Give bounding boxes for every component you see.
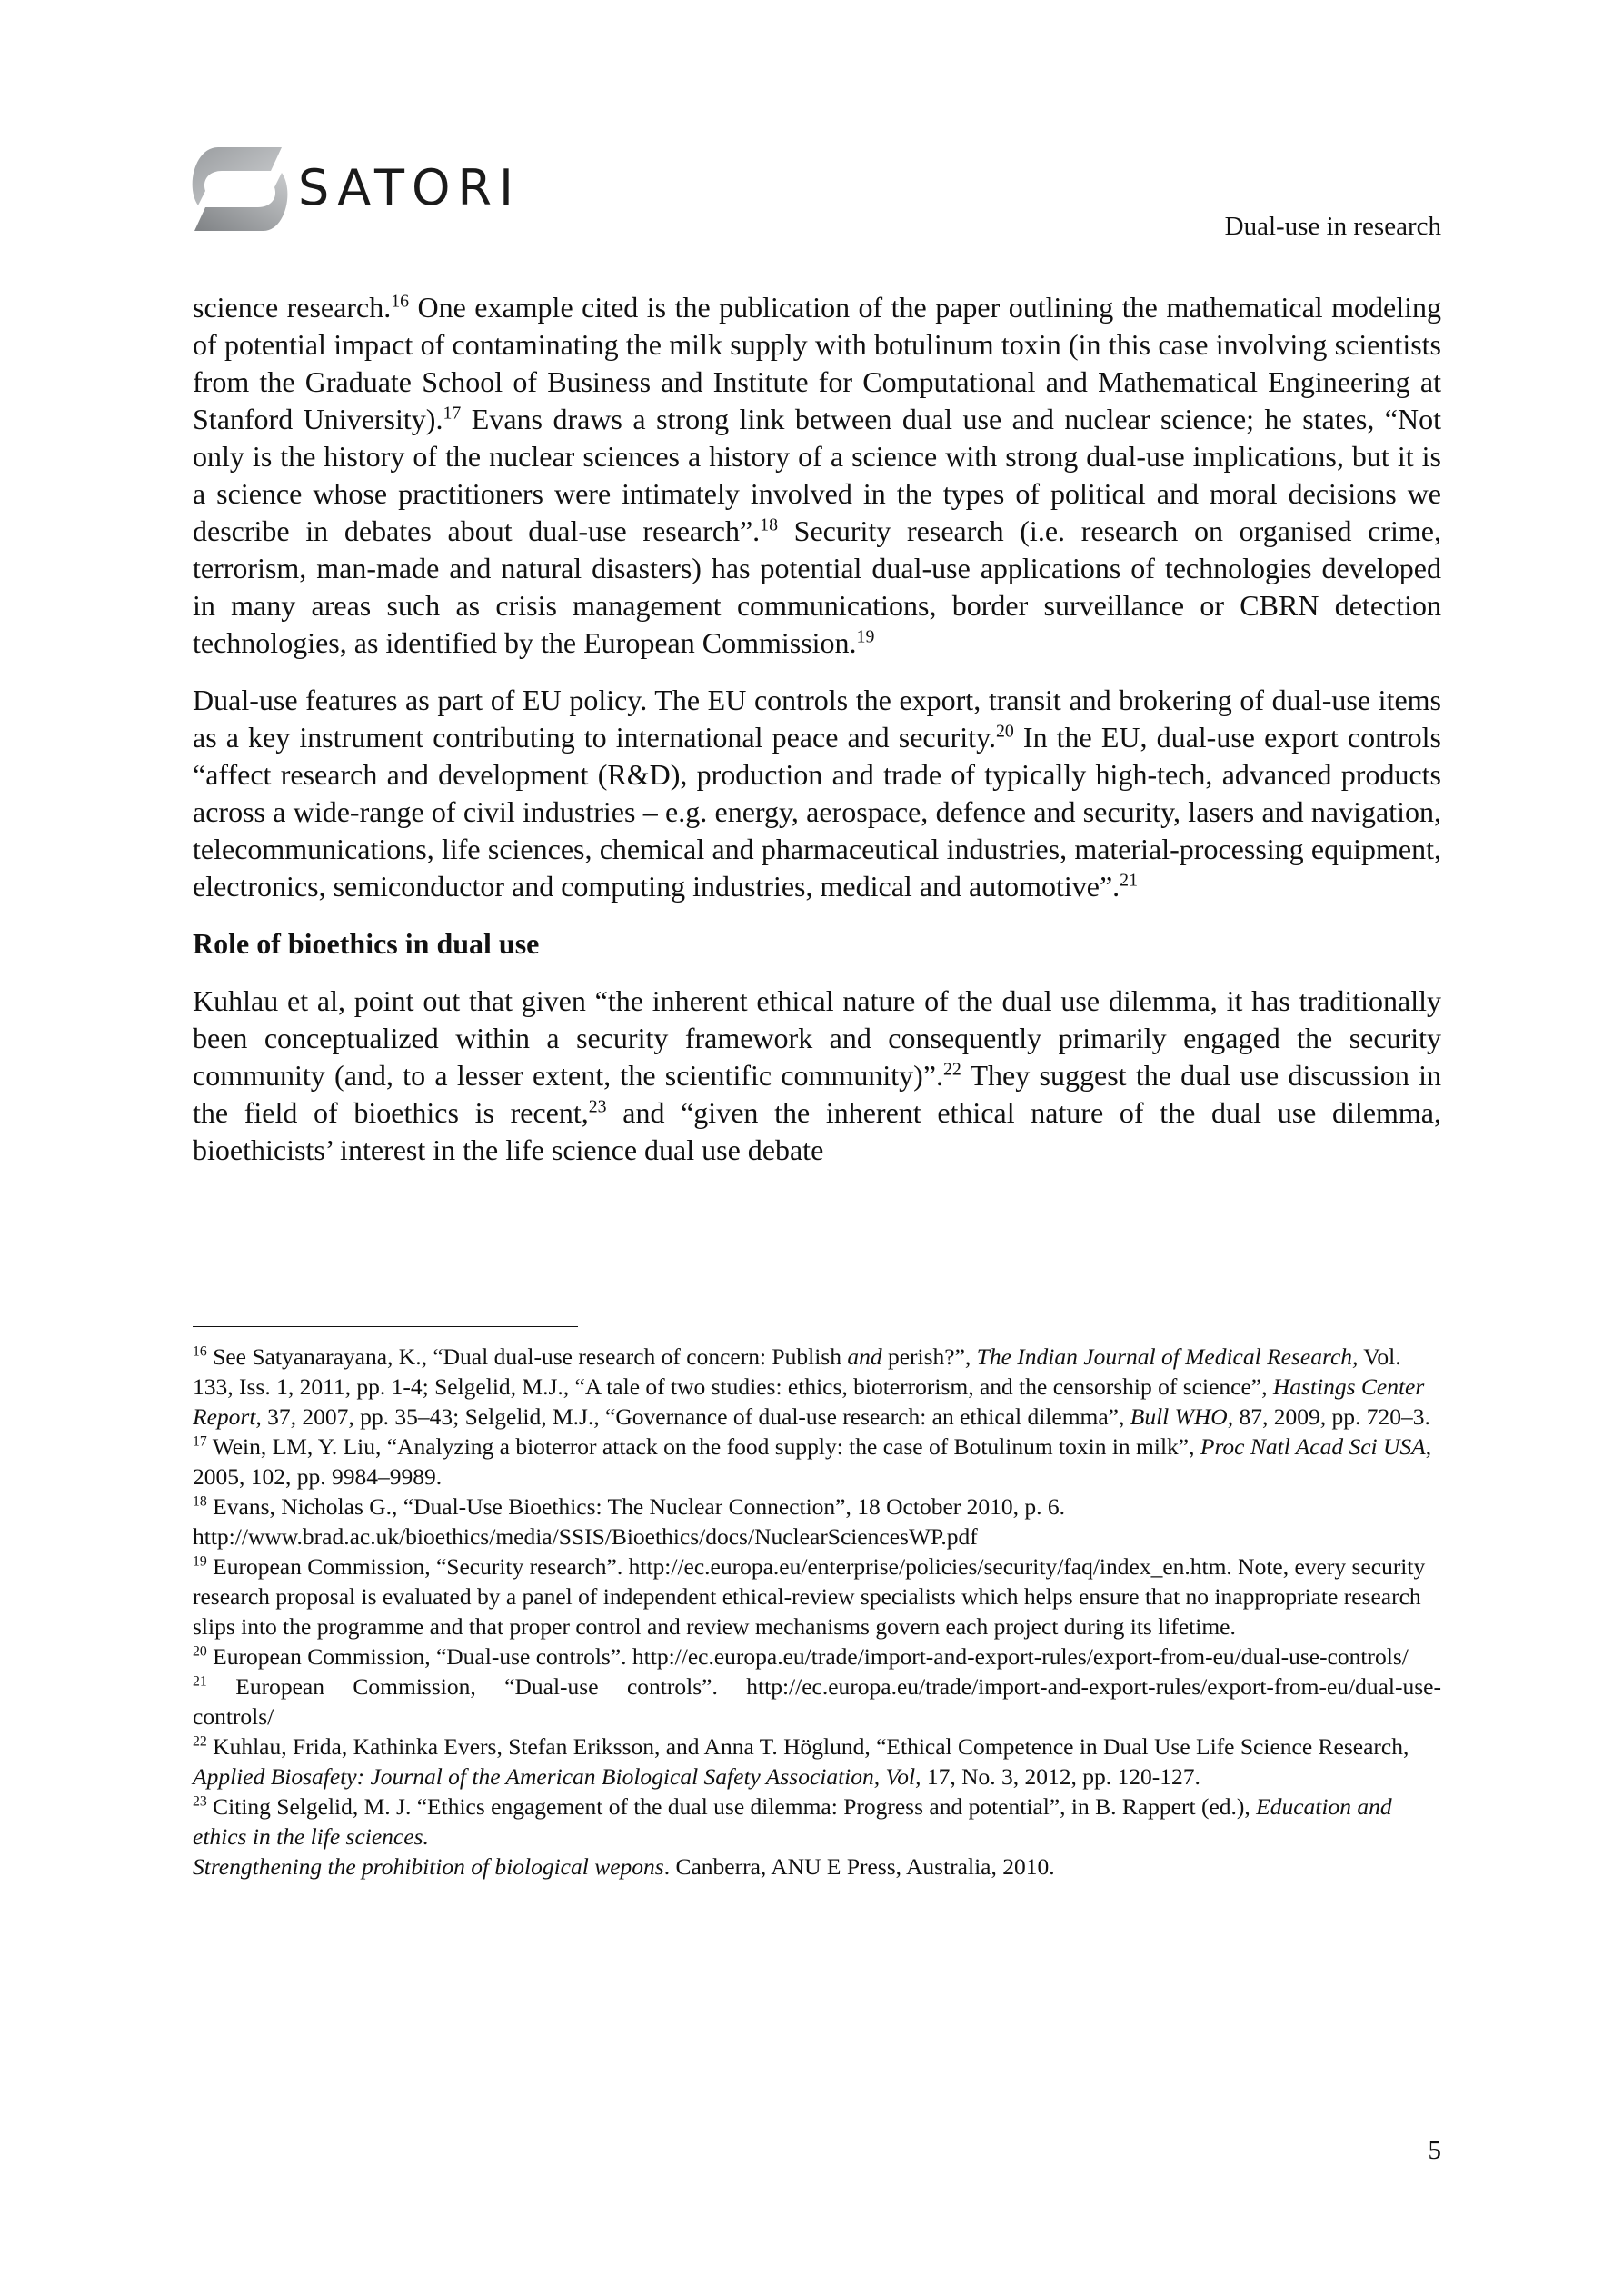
footnote-ref: 22 bbox=[942, 1059, 961, 1080]
footnote-number: 16 bbox=[193, 1343, 207, 1360]
text-run: Kuhlau, Frida, Kathinka Evers, Stefan Eriksson, and Anna T. Höglund, “Ethical Competence in Dual Use Life Science Research, bbox=[206, 1733, 1409, 1760]
text-run: perish?”, bbox=[881, 1343, 977, 1370]
italic-run: Education and ethics in the life sciences. bbox=[193, 1793, 1392, 1850]
text-run: One example cited is the publication of the paper outlining the mathematical modeling of potential impact of contaminating the milk supply with botulinum toxin (in this case involving scientists from the Graduate School of Business and Institute for Computational and Mathematical Engineering at Stanford University). bbox=[193, 291, 1442, 435]
text-run: Evans draws a strong link between dual use and nuclear science; he states, “Not only is the history of the nuclear sciences a history of a science with strong dual-use implications, but it is a science whose practitioners were intimately involved in the types of political and moral decisions we describe in debates about dual-use research”. bbox=[193, 403, 1442, 547]
text-run: . Canberra, ANU E Press, Australia, 2010. bbox=[663, 1853, 1055, 1880]
footnotes bbox=[193, 1342, 1441, 1882]
paragraph-3 bbox=[193, 983, 1441, 1169]
footnote-link[interactable]: http://www.brad.ac.uk/bioethics/media/SSIS/Bioethics/docs/NuclearSciencesWP.pdf bbox=[193, 1523, 978, 1550]
italic-run: Bull WHO bbox=[1130, 1403, 1228, 1430]
footnote-17 bbox=[193, 1432, 1441, 1492]
footnote-number: 23 bbox=[193, 1793, 207, 1810]
italic-run: Strengthening the prohibition of biological wepons bbox=[193, 1853, 664, 1880]
italic-run: Applied Biosafety: Journal of the American Biological Safety Association, Vol, bbox=[193, 1763, 921, 1790]
italic-run: The Indian Journal of Medical Research, bbox=[976, 1343, 1359, 1370]
footnote-19 bbox=[193, 1552, 1441, 1642]
footnote-22 bbox=[193, 1732, 1441, 1792]
text-run: European Commission, “Security research”. http://ec.europa.eu/enterprise/policies/security/faq/index_en.htm. Note, every security research proposal is evaluated by a panel of independent ethical-review specialists which helps ensure that no inappropriate research slips into the programme and that proper control and review mechanisms govern each project during its lifetime. bbox=[193, 1553, 1426, 1640]
italic-run: Proc Natl Acad Sci USA bbox=[1200, 1433, 1426, 1460]
text-run: Vol. 133, Iss. 1, 2011, pp. 1-4; Selgelid, M.J., “A tale of two studies: ethics, bioterrorism, and the censorship of science”, bbox=[193, 1343, 1401, 1400]
footnote-ref: 20 bbox=[996, 721, 1014, 742]
footnote-ref: 19 bbox=[856, 626, 875, 647]
footnote-18 bbox=[193, 1492, 1441, 1552]
footnote-20 bbox=[193, 1642, 1441, 1672]
footnote-ref: 23 bbox=[588, 1096, 607, 1117]
text-run: They suggest the dual use discussion in the field of bioethics is recent, bbox=[193, 1059, 1442, 1129]
text-run: Wein, LM, Y. Liu, “Analyzing a bioterror attack on the food supply: the case of Botulinum toxin in milk”, bbox=[206, 1433, 1200, 1460]
footnote-ref: 21 bbox=[1120, 870, 1138, 891]
text-run: Citing Selgelid, M. J. “Ethics engagement of the dual use dilemma: Progress and potential”, in B. Rappert (ed.), bbox=[206, 1793, 1257, 1820]
footnote-number: 20 bbox=[193, 1643, 207, 1660]
running-head: Dual-use in research bbox=[1224, 212, 1441, 241]
italic-run: Hastings Center Report bbox=[193, 1373, 1425, 1430]
footnote-ref: 17 bbox=[443, 403, 462, 424]
paragraph-1 bbox=[193, 289, 1441, 662]
text-run: Kuhlau et al, point out that given “the inherent ethical nature of the dual use dilemma, it has traditionally been conceptualized within a security framework and consequently primarily engaged the security community (and, to a lesser extent, the scientific community)”. bbox=[193, 984, 1441, 1092]
text-run: , 2005, 102, pp. 9984–9989. bbox=[193, 1433, 1432, 1490]
logo-wordmark: SATORI bbox=[298, 159, 521, 216]
paragraph-2 bbox=[193, 682, 1441, 905]
footnote-ref: 16 bbox=[391, 291, 410, 312]
section-heading: Role of bioethics in dual use bbox=[193, 927, 540, 960]
footnote-number: 22 bbox=[193, 1733, 207, 1750]
text-run: In the EU, dual-use export controls “affect research and development (R&D), production and trade of typically high-tech, advanced products across a wide-range of civil industries – e.g. energy, aerospace, defence and security, lasers and navigation, telecommunications, life sciences, chemical and pharmaceutical industries, material-processing equipment, electronics, semiconductor and computing industries, medical and automotive”. bbox=[193, 721, 1442, 903]
satori-s-mark-icon bbox=[191, 144, 291, 235]
footnote-ref: 18 bbox=[760, 514, 778, 535]
text-run: European Commission, “Dual-use controls”. http://ec.europa.eu/trade/import-and-export-rules/export-from-eu/dual-use-controls/ bbox=[206, 1643, 1409, 1670]
footnote-separator bbox=[193, 1326, 578, 1327]
text-run: See Satyanarayana, K., “Dual dual-use research of concern: Publish bbox=[206, 1343, 848, 1370]
footnote-21 bbox=[193, 1672, 1441, 1732]
text-run: , 37, 2007, pp. 35–43; Selgelid, M.J., “Governance of dual-use research: an ethical dilemma”, bbox=[255, 1403, 1130, 1430]
text-run: , 87, 2009, pp. 720–3. bbox=[1227, 1403, 1430, 1430]
footnote-16 bbox=[193, 1342, 1441, 1432]
footnote-number: 21 bbox=[193, 1673, 207, 1690]
footnote-number: 17 bbox=[193, 1433, 207, 1450]
text-run: Dual-use features as part of EU policy. The EU controls the export, transit and brokering of dual-use items as a key instrument contributing to international peace and security. bbox=[193, 684, 1441, 754]
footnote-number: 19 bbox=[193, 1553, 207, 1570]
footnote-23 bbox=[193, 1792, 1441, 1882]
text-run: European Commission, “Dual-use controls”. http://ec.europa.eu/trade/import-and-export-rules/export-from-eu/dual-use-controls/ bbox=[193, 1673, 1441, 1730]
text-run: 17, No. 3, 2012, pp. 120-127. bbox=[921, 1763, 1200, 1790]
page-number: 5 bbox=[1428, 2136, 1441, 2165]
satori-logo bbox=[191, 144, 536, 235]
italic-run: and bbox=[847, 1343, 882, 1370]
text-run: Evans, Nicholas G., “Dual-Use Bioethics: The Nuclear Connection”, 18 October 2010, p. 6. bbox=[206, 1493, 1066, 1520]
text-run: and “given the inherent ethical nature of the dual use dilemma, bioethicists’ interest in the life science dual use debate bbox=[193, 1096, 1442, 1166]
footnote-number: 18 bbox=[193, 1493, 207, 1510]
body-text bbox=[193, 289, 1441, 1189]
text-run: Security research (i.e. research on organised crime, terrorism, man-made and natural disasters) has potential dual-use applications of technologies developed in many areas such as crisis management communications, border surveillance or CBRN detection technologies, as identified by the European Commission. bbox=[193, 514, 1442, 659]
text-run: science research. bbox=[193, 291, 392, 324]
